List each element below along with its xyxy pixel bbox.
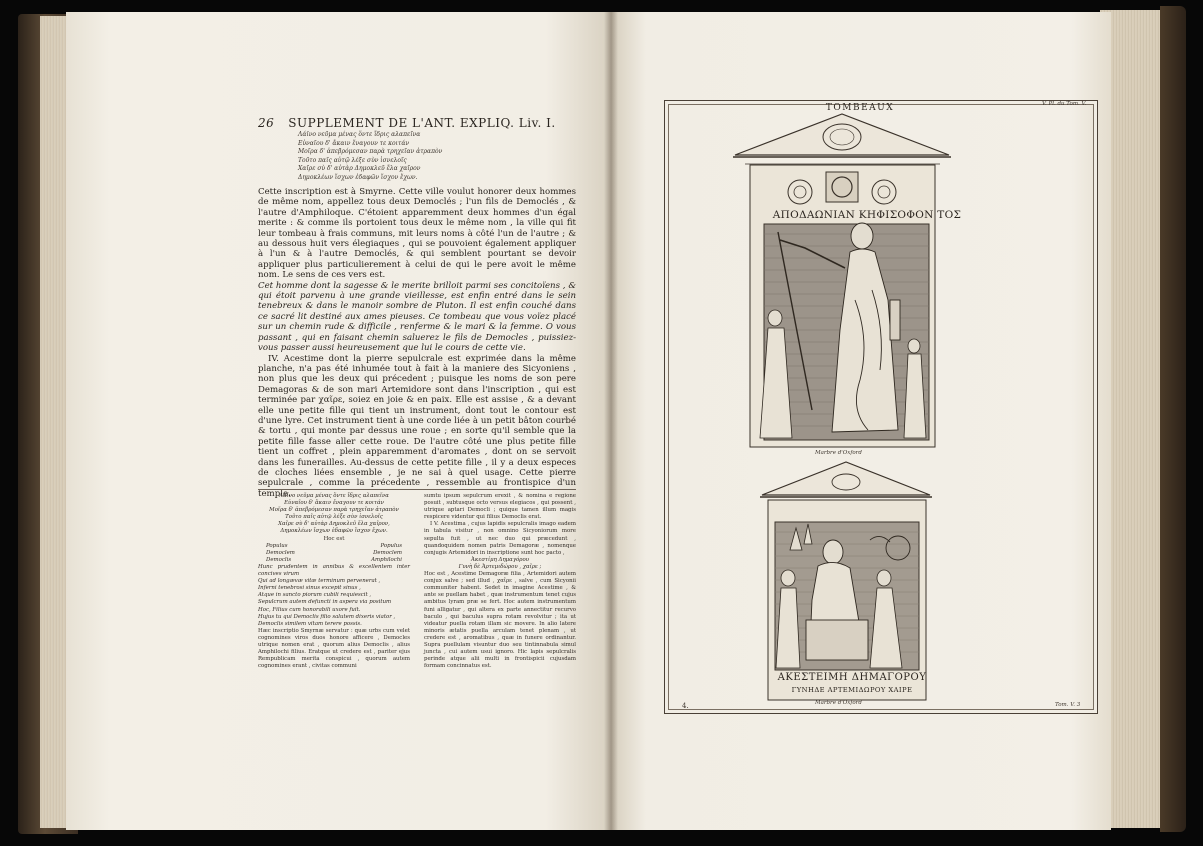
verse-line: Hujus tu qui Democlis filio salutem dixeris viator ,: [258, 613, 396, 620]
latin-prose: I V. Acestima , cujus lapidis sepulcralis imago eadem in tabula visitur , non omnino Sicyoniorum more sepulta fuit , ut nec duo qui præcedunt , quandoquidem nomen patris Demagoræ , nomenque conjugis Artemidori in inscriptione sunt hoc pacto ,: [424, 521, 576, 556]
top-stele-inscription: ΑΠΟΔΑΩΝΙΑΝ ΚΗΦΙΣΟΦΟΝ ΤΟΣ: [772, 209, 962, 221]
greek-line: Εὐναῖου δ' ἄκαιν ἔναγουν τε κοιτάν: [298, 139, 410, 147]
running-head-title: SUPPLEMENT DE L'ANT. EXPLIQ. Liv. I.: [288, 116, 556, 130]
latin-prose: Hæc inscriptio Smyrnæ servatur : quæ urbs cum velet cognomines viros duos honore afficere , Democles utrique nomen erat , quorum alius Democlis , alius Amphilochi filius. Eratque ut credere est , pariter ejus Rempublicam merita conspicui , quorum autem cognomines erant , civitas communi: [258, 627, 410, 670]
greek-line: Ἀκεστίμη Δημαγόρου: [471, 556, 529, 563]
verse-line: Atque in sancto piorum cubili requiescit ,: [258, 592, 372, 599]
page-number: 26: [258, 116, 275, 130]
plate-reference: V. Pl. du Tom. V.: [1042, 101, 1087, 107]
greek-line: Χαῖρε σὺ δ' αὐτὰρ Δημοκλεῦ ἔλα χαῖρον,: [278, 521, 390, 528]
pair-right: Democlem: [373, 549, 402, 556]
bottom-stele: [760, 462, 932, 700]
pair-left: Populus: [266, 542, 288, 549]
pair-right: Populus: [380, 542, 402, 549]
latin-prose: sumtu ipsum sepulcrum erexit , & nomina e regione posuit , subtusque octo versus elegiacos , qui possent , utrique aptari Democli ; quique tamen illum magis respicere videntur qui filius Democlis erat.: [424, 493, 576, 521]
pair-left: Democlem: [266, 549, 295, 556]
verse-line: Hunc prudentem in annibus & excellentem inter concives virum: [258, 563, 410, 578]
top-stele-caption: Marbre d'Oxford: [815, 450, 862, 456]
greek-line: Μοῖρα δ' ἀπεβρόμεσαν παρὰ τρηχεῖαν ἀτραπὸν: [298, 148, 443, 156]
greek-line: Γυνὴ δὲ Ἀρτεμιδώρου , χαῖρε ;: [458, 563, 542, 570]
greek-line: Τοῦτο παῖς αὐτῷ λέξε σὺν ἰσνελοῖς: [285, 514, 383, 521]
bottom-stele-inscription-line2: ΓΥΝΗΔΕ ΑΡΤΕΜΙΔΩΡΟΥ ΧΑΙΡΕ: [791, 686, 913, 694]
top-stele-pediment: [735, 114, 949, 155]
plate-number: Tom. V. 3: [1055, 702, 1081, 708]
verse-line: Qui ad longævæ vitæ terminum pervenerat ,: [258, 578, 381, 585]
greek-line: Μοῖρα δ' ἀπεβρόμεσαν παρὰ τρηχεῖαν ἀτραπὸν: [269, 507, 399, 514]
greek-line: Εὐναῖου δ' ἄκαιν ἔναγουν τε κοιτάν: [284, 500, 384, 507]
bottom-stele-caption: Marbre d'Oxford: [815, 700, 862, 706]
verse-line: Hoc, Filius cum honorabili uxore fuit.: [258, 606, 361, 613]
paragraph: Cette inscription est à Smyrne. Cette ville voulut honorer deux hommes de même nom, appellez tous deux Democlés ; l'un fils de Democlés , & l'autre d'Amphiloque. C'étoient apparemment deux hommes d'un égal merite : & comme ils portoient tous deux le même nom , la ville qui fit leur tombeau à frais communs, mit leurs noms à côté l'un de l'autre ; & au dessous huit vers élegiaques , qui se pouvoient également appliquer à l'un & à l'autre Democlés, & qui semblent pourtant se devoir appliquer plus particulierement à celui de qui le pere avoit le même nom. Le sens de ces vers est.: [258, 187, 576, 281]
greek-line: Τοῦτο παῖς αὐτῷ λέξε σὺν ἰσνελοῖς: [298, 156, 407, 164]
paragraph-translation: Cet homme dont la sagesse & le merite brilloit parmi ses concitoïens , & qui étoit parvenu à une grande vieillesse, est enfin entré dans le sein tenebreux & dans le manoir sombre de Pluton. Il est enfin couché dans ce sacré lit destiné aux ames pieuses. Ce tombeau que vous voïez placé sur un chemin rude & difficile , renferme & le mari & la femme. O vous passant , qui en faisant chemin saluerez le fils de Democles , puissiez-vous passer aussi heureusement que lui le cours de cette vie.: [258, 280, 576, 354]
greek-line: Λάϊνο νεῦμα μένας ὅντε ἴδρις αλαπεῖνα: [298, 131, 421, 138]
pair-right: Amphilochi: [371, 556, 402, 563]
plate-mark: 4.: [682, 702, 689, 710]
greek-line: Χαῖρε σὺ δ' αὐτὰρ Δημοκλεῦ ἔλα χαῖρον: [298, 165, 421, 173]
verse-line: Democlis similem vitam terere possis.: [258, 620, 362, 627]
greek-line: Δημοκλέων ἴσχων ἐδαφῶν ἴσχον ἔχων.: [298, 173, 418, 181]
greek-line: Λάϊνο νεῦμα μένας ὅντε ἴδρις αλαπεῖνα: [279, 493, 389, 499]
pair-left: Democlis: [266, 556, 292, 563]
hoc-est: Hoc est: [323, 535, 345, 542]
plate-title: TOMBEAUX: [825, 103, 895, 113]
verse-line: Sepulcrum autem defuncti in aspera via positum: [258, 599, 392, 606]
latin-prose: Hoc est , Acestime Demagoræ filia , Artemidori autem conjux salve ; sed illud , χαῖρε , salve , cum Sicyonii communiter habent. Sedet in imagine Acestime , & ante se puellam habet , quæ instrumentum tenet cujus ambitus lyram præ se fert. Hoc autem instrumentum funi alligatur , qui altera ex parte annectitur recurvo baculo , qui baculus supra rotam revolvitur ; ita ut videatur puella rotam illam sic movere. In alio latere minoris ætatis puella arculam tenet plenam , ut credere est , aromatibus , quæ in funere ordinantur. Supra puellulam visuntur duo seu tintinnabula simul juncta , cui autem usui ignoro. Hic lapis sepulcralis perinde atque alii multi in frontispicii cujusdam formam concinnatus est.: [424, 571, 576, 670]
top-stele: [733, 114, 951, 447]
paragraph: IV. Acestime dont la pierre sepulcrale est exprimée dans la même planche, n'a pas été inhumée tout à fait à la maniere des Sicyoniens , non plus que les deux qui précedent ; puisque les noms de son pere Demagoras & de son mari Artemidore sont dans l'inscription , qui est terminée par χαῖρε, soiez en joie & en paix. Elle est assise , & a devant elle une petite fille qui tient un instrument, dont tout le contour est d'une lyre. Cet instrument tient à une corde liée à un petit bâton courbé & tortu , qui monte par dessus une roue ; en sorte qu'il semble que la petite fille fasse aller cette roue. De l'autre côté une plus petite fille tient un coffret , plein apparemment d'aromates , dont on se servoit dans les funerailles. Au-dessus de cette petite fille , il y a deux especes de cloches liées ensemble , je ne sai à quel usage. Cette pierre sepulcrale , comme la précedente , ressemble au frontispice d'un temple.: [258, 353, 576, 499]
bottom-stele-inscription-line1: ΑΚΕΣΤΕΙΜΗ ΔΗΜΑΓΟΡΟΥ: [777, 672, 927, 683]
greek-line: Δημοκλέων ἴσχων ἐδαφῶν ἴσχον ἔχων.: [280, 528, 388, 535]
verse-line: Inferni tenebrosi sinus excepit sinus ,: [258, 585, 361, 592]
